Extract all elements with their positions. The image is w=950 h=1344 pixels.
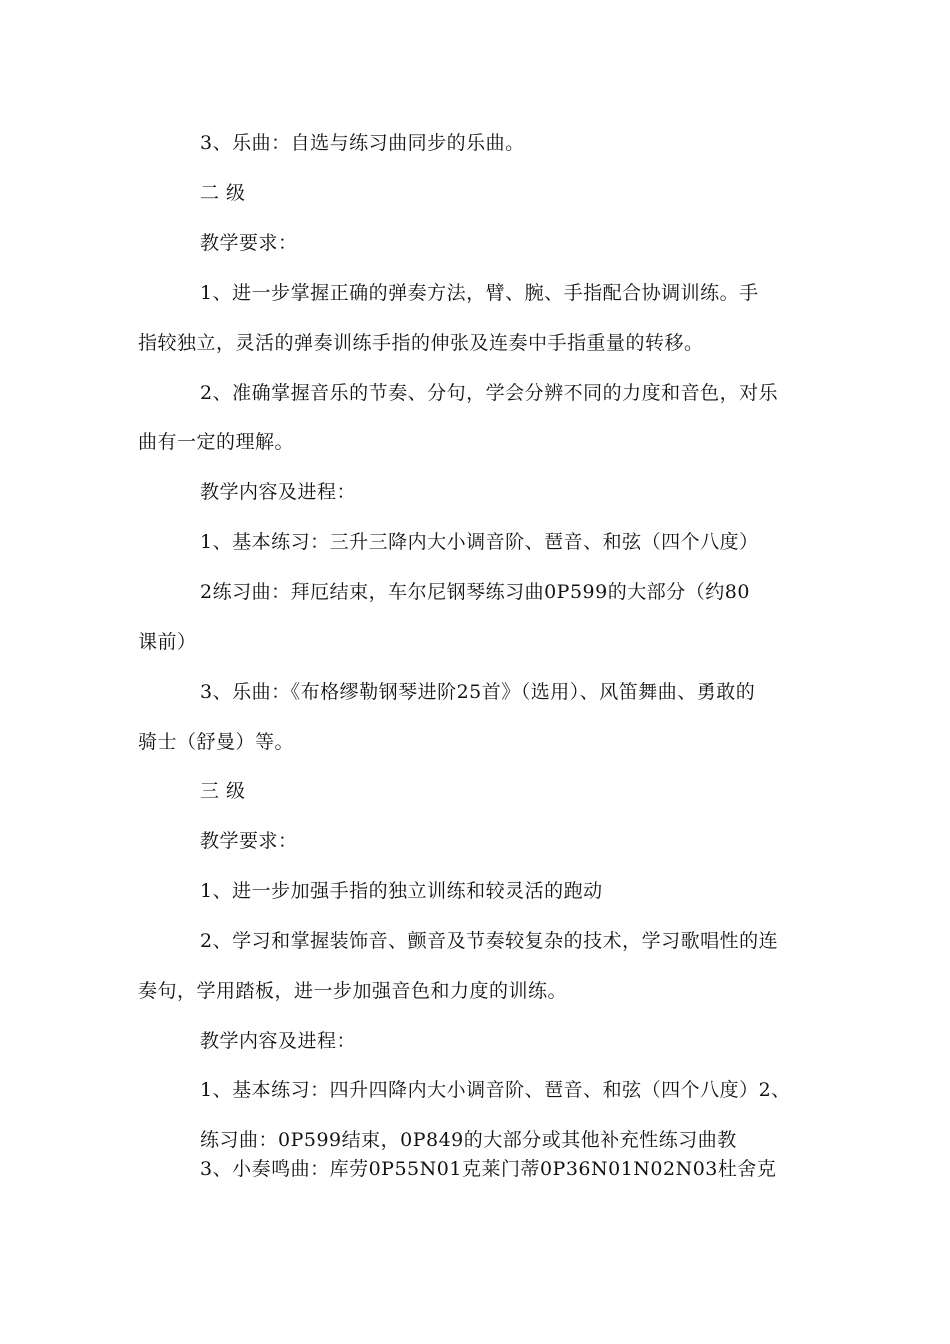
paragraph-line: 奏句，学用踏板，进一步加强音色和力度的训练。	[138, 980, 568, 1002]
paragraph-line: 3、乐曲：自选与练习曲同步的乐曲。	[200, 132, 525, 154]
paragraph-line: 课前）	[138, 631, 197, 653]
subheading-teaching-content: 教学内容及进程：	[200, 1030, 357, 1052]
section-heading-level-2: 二 级	[200, 182, 246, 204]
subheading-teaching-requirements: 教学要求：	[200, 830, 298, 852]
paragraph-line: 2、准确掌握音乐的节奏、分句，学会分辨不同的力度和音色，对乐	[200, 382, 779, 404]
paragraph-line: 指较独立，灵活的弹奏训练手指的伸张及连奏中手指重量的转移。	[138, 332, 704, 354]
section-heading-level-3: 三 级	[200, 780, 246, 802]
subheading-teaching-requirements: 教学要求：	[200, 232, 298, 254]
paragraph-line: 3、小奏鸣曲：库劳0P55N01克莱门蒂0P36N01N02N03杜舍克	[200, 1158, 777, 1180]
paragraph-line: 1、进一步加强手指的独立训练和较灵活的跑动	[200, 880, 603, 902]
paragraph-line: 骑士（舒曼）等。	[138, 731, 295, 753]
paragraph-line: 1、基本练习：四升四降内大小调音阶、琶音、和弦（四个八度）2、	[200, 1079, 791, 1101]
subheading-teaching-content: 教学内容及进程：	[200, 481, 357, 503]
paragraph-line: 2练习曲：拜厄结束，车尔尼钢琴练习曲0P599的大部分（约80	[200, 581, 750, 603]
paragraph-line: 3、乐曲：《布格缪勒钢琴进阶25首》（选用）、风笛舞曲、勇敢的	[200, 681, 756, 703]
paragraph-line: 练习曲：0P599结束，0P849的大部分或其他补充性练习曲教	[200, 1129, 737, 1151]
paragraph-line: 2、学习和掌握装饰音、颤音及节奏较复杂的技术，学习歌唱性的连	[200, 930, 779, 952]
paragraph-line: 1、进一步掌握正确的弹奏方法，臂、腕、手指配合协调训练。手	[200, 282, 759, 304]
paragraph-line: 曲有一定的理解。	[138, 431, 295, 453]
paragraph-line: 1、基本练习：三升三降内大小调音阶、琶音、和弦（四个八度）	[200, 531, 759, 553]
